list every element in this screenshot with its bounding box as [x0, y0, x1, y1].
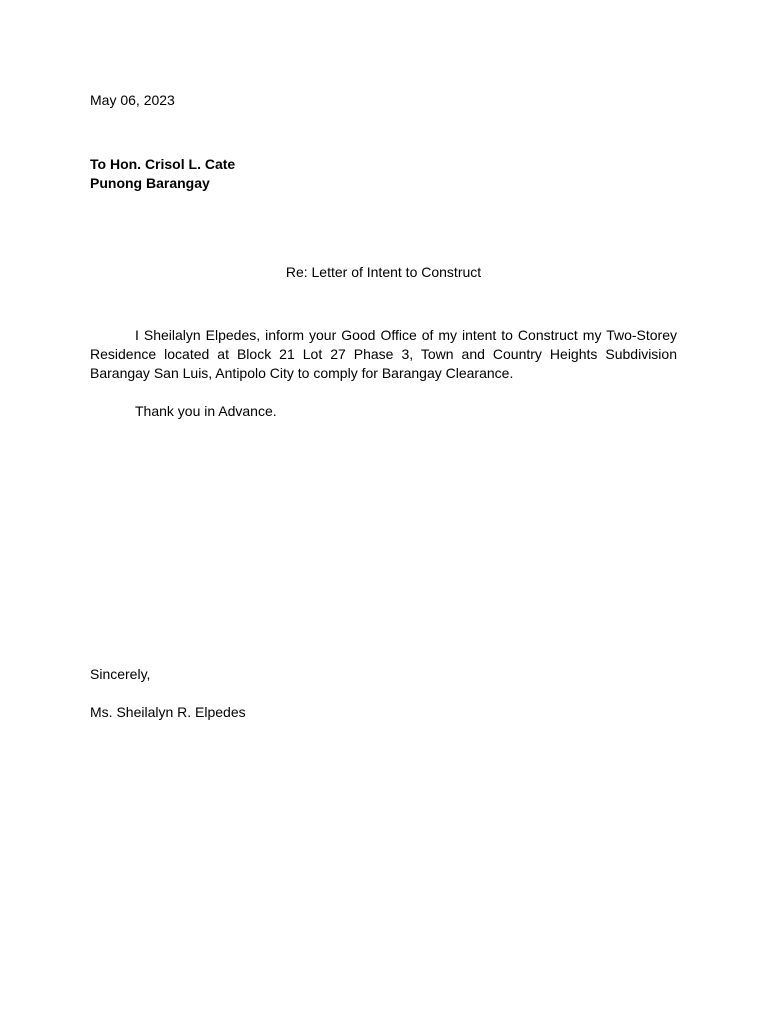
- signature-name: Ms. Sheilalyn R. Elpedes: [90, 704, 246, 720]
- subject-line: Re: Letter of Intent to Construct: [285, 264, 482, 280]
- recipient-name: To Hon. Crisol L. Cate: [90, 156, 236, 172]
- thanks-line: Thank you in Advance.: [135, 403, 277, 419]
- closing-line: Sincerely,: [90, 666, 151, 682]
- letter-date: May 06, 2023: [90, 92, 175, 108]
- recipient-title: Punong Barangay: [90, 175, 210, 191]
- body-paragraph: I Sheilalyn Elpedes, inform your Good Office of my intent to Construct my Two-Storey Residence located at Block 21 Lot 27 Phase 3, Town and Country Heights Subdivision Barangay San Luis, Antipolo City to comply for Barangay Clearance.: [90, 327, 677, 382]
